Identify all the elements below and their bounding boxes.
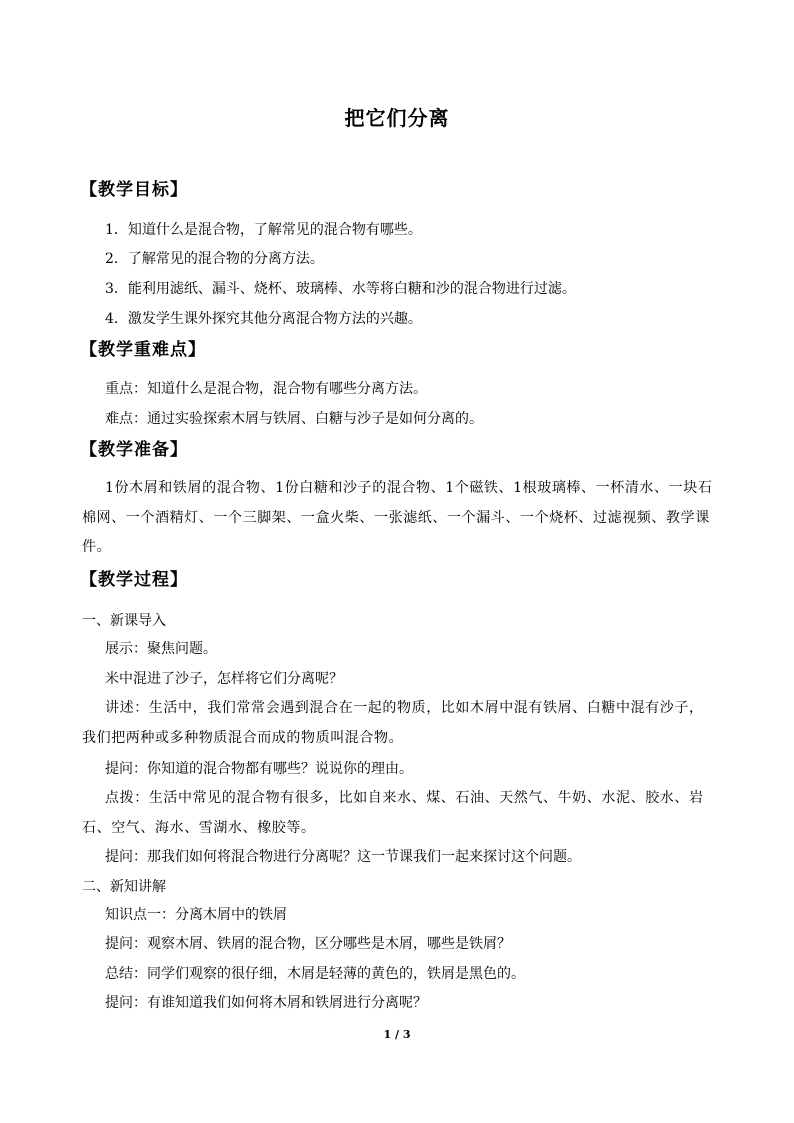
heading-preparation: 【教学准备】 [80,440,188,460]
goal-item-4: 4．激发学生课外探究其他分离混合物方法的兴趣。 [105,311,422,327]
goal-item-3: 3．能利用滤纸、漏斗、烧杯、玻璃棒、水等将白糖和沙的混合物进行过滤。 [105,281,576,297]
difficulty-point: 难点：通过实验探索木屑与铁屑、白糖与沙子是如何分离的。 [105,411,483,427]
heading-key-points: 【教学重难点】 [80,340,206,360]
line-show: 展示：聚焦问题。 [105,641,217,657]
heading-process: 【教学过程】 [80,570,188,590]
line-knowledge-1: 知识点一：分离木屑中的铁屑 [105,907,287,923]
line-ask-1: 提问：你知道的混合物都有哪些？说说你的理由。 [105,761,413,777]
heading-goals: 【教学目标】 [80,180,188,200]
page-number: 1 / 3 [383,1028,411,1041]
para-hint: 点拨：生活中常见的混合物有很多，比如自来水、煤、石油、天然气、牛奶、水泥、胶水、岩石、空气、海水、雪湖水、橡胶等。 [82,790,704,836]
preparation-text: 1份木屑和铁屑的混合物、1份白糖和沙子的混合物、1个磁铁、1根玻璃棒、一杯清水、一块石棉网、一个酒精灯、一个三脚架、一盒火柴、一张滤纸、一个漏斗、一个烧杯、过滤视频、教学课件。 [82,480,713,555]
line-question: 米中混进了沙子，怎样将它们分离呢？ [105,671,343,687]
goal-item-1: 1．知道什么是混合物，了解常见的混合物有哪些。 [105,222,422,238]
key-point: 重点：知道什么是混合物，混合物有哪些分离方法。 [105,381,427,397]
line-ask-4: 提问：有谁知道我们如何将木屑和铁屑进行分离呢？ [105,995,427,1011]
part2-title: 二、新知讲解 [82,879,166,895]
page-title: 把它们分离 [344,106,450,130]
line-ask-2: 提问：那我们如何将混合物进行分离呢？这一节课我们一起来探讨这个问题。 [105,849,581,865]
goal-item-2: 2．了解常见的混合物的分离方法。 [105,251,324,267]
line-summary: 总结：同学们观察的很仔细，木屑是轻薄的黄色的，铁屑是黑色的。 [105,966,525,982]
part1-title: 一、新课导入 [82,613,166,629]
line-ask-3: 提问：观察木屑、铁屑的混合物，区分哪些是木屑，哪些是铁屑？ [105,936,511,952]
para-lecture: 讲述：生活中，我们常常会遇到混合在一起的物质，比如木屑中混有铁屑、白糖中混有沙子，我们把两种或多种物质混合而成的物质叫混合物。 [82,700,704,746]
